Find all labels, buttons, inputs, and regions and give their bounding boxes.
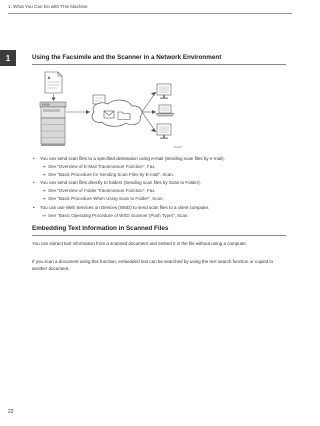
page-number: 22 — [8, 409, 14, 415]
section-rule-embedding — [32, 235, 286, 236]
arrow-icon: ⇒ — [42, 164, 46, 170]
arrow-icon: ⇒ — [42, 196, 46, 202]
header-rule — [8, 13, 292, 14]
section-title-network: Using the Facsimile and the Scanner in a Network Environment — [32, 54, 222, 61]
cross-reference: ⇒ See "Basic Procedure When Using Scan to Folder", Scan. — [32, 195, 282, 203]
cross-reference: ⇒ See "Basic Procedure for Sending Scan Files by E-mail", Scan. — [32, 171, 282, 179]
chapter-tab: 1 — [0, 50, 16, 66]
arrow-icon: ⇒ — [42, 212, 46, 218]
network-cloud-icon — [92, 100, 142, 126]
arrow-icon: ⇒ — [42, 188, 46, 194]
figure-code: CUA017 — [174, 147, 183, 149]
list-item: • You can send scan files to a specified destination using e-mail (Sending scan files by e-mail). — [32, 155, 282, 163]
document-letter: A — [47, 75, 51, 80]
printer-icon — [40, 102, 66, 146]
arrow-icon: ⇒ — [42, 172, 46, 178]
paragraph: You can extract text information from a scanned document and embed it in the file without using a computer. — [32, 241, 247, 246]
cross-reference: ⇒ See "Overview of E-Mail Transmission Function", Fax. — [32, 163, 282, 171]
section-title-embedding: Embedding Text Information in Scanned Files — [32, 225, 169, 232]
paragraph: If you scan a document using this function, embedded text can be searched by using the text search function or copied to another document. — [32, 259, 274, 271]
laptop-icon — [156, 105, 174, 116]
feature-list — [32, 155, 282, 220]
email-icon — [104, 111, 114, 118]
cross-reference: ⇒ See "Overview of Folder Transmission Function", Fax. — [32, 187, 282, 195]
section-rule-network — [32, 64, 286, 65]
desktop-computer-icon — [157, 84, 171, 99]
desktop-computer-icon — [157, 124, 171, 139]
page-header: 1. What You Can Do with This Machine — [8, 4, 88, 9]
document-icon — [45, 72, 62, 93]
network-figure — [32, 68, 192, 152]
list-item: • You can use Web Services on Devices (WSD) to send scan files to a client computer. — [32, 204, 282, 212]
list-item: • You can send scan files directly to folders (Sending scan files by Scan to Folder). — [32, 179, 282, 187]
cross-reference: ⇒ See "Basic Operating Procedure of WSD Scanner (Push Type)", Scan. — [32, 212, 282, 220]
